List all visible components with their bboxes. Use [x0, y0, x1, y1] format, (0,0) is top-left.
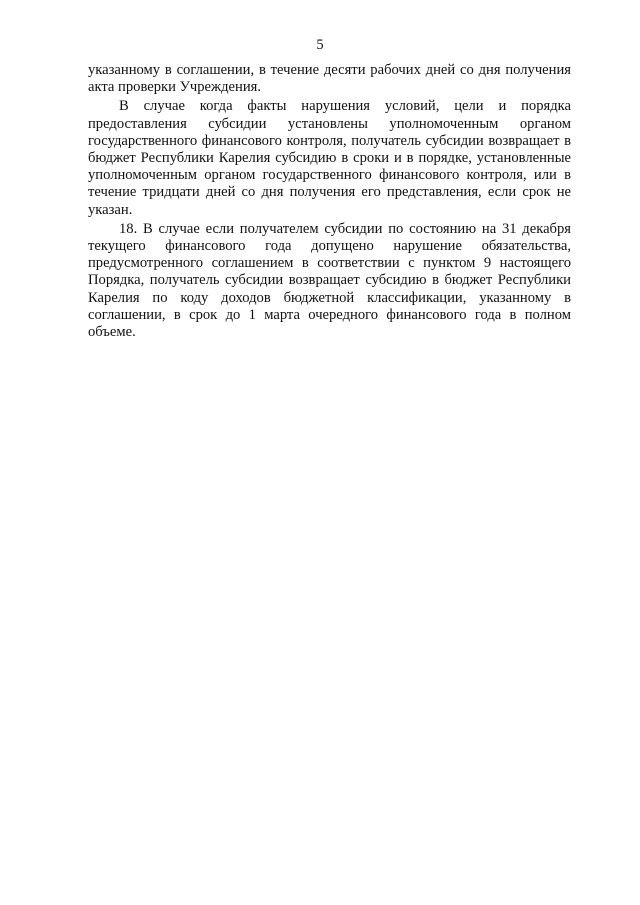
paragraph-continuation: указанному в соглашении, в течение десяти рабочих дней со дня получения акта проверки Учреждения.: [88, 62, 571, 96]
paragraph-item-18: 18. В случае если получателем субсидии по состоянию на 31 декабря текущего финансового года допущено нарушение обязательства, предусмотренного соглашением в соответствии с пунктом 9 настоящего Порядка, получатель субсидии возвращает субсидию в бюджет Республики Карелия по коду доходов бюджетной классификации, указанному в соглашении, в срок до 1 марта очередного финансового года в полном объеме.: [88, 220, 571, 341]
page-number: 5: [316, 37, 324, 53]
paragraph-violation-control: В случае когда факты нарушения условий, цели и порядка предоставления субсидии установлены уполномоченным органом государственного финансового контроля, получатель субсидии возвращает в бюджет Республики Карелия субсидию в сроки и в порядке, установленные уполномоченным органом государственного финансового контроля, или в течение тридцати дней со дня получения его представления, если срок не указан.: [88, 98, 571, 218]
document-body: [88, 62, 571, 343]
